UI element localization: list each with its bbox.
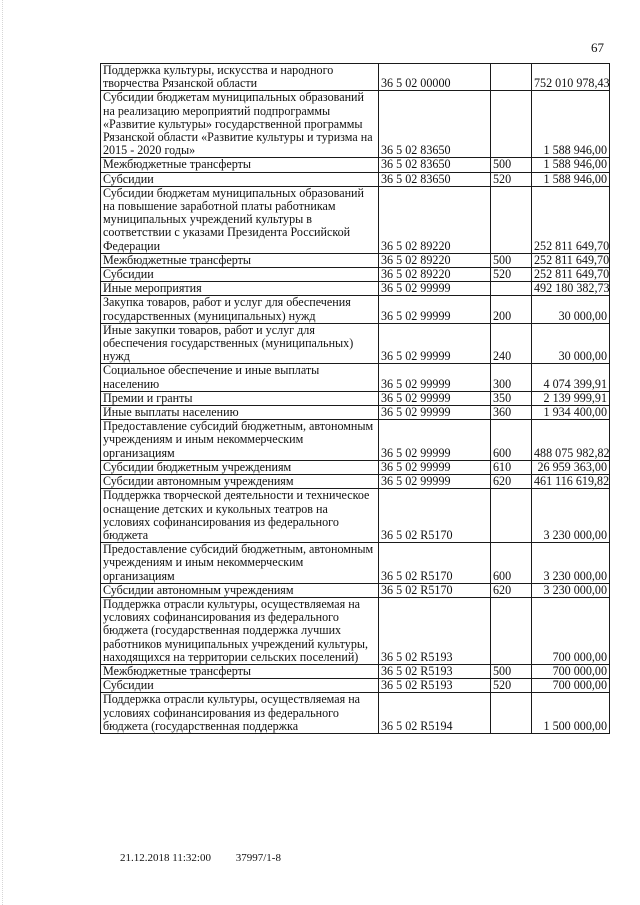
row-amount: 2 139 999,91 xyxy=(532,391,610,405)
row-code: 36 5 02 R5193 xyxy=(379,597,491,664)
table-row xyxy=(101,406,610,420)
row-code: 36 5 02 00000 xyxy=(379,64,491,91)
row-amount: 752 010 978,43 xyxy=(532,64,610,91)
footer xyxy=(120,852,303,864)
row-type xyxy=(491,91,532,158)
footer-doc-id: 37997/1-8 xyxy=(235,852,281,864)
table-row xyxy=(101,664,610,678)
row-type: 520 xyxy=(491,172,532,186)
row-type: 600 xyxy=(491,543,532,584)
row-amount: 26 959 363,00 xyxy=(532,460,610,474)
row-amount: 700 000,00 xyxy=(532,679,610,693)
table-row xyxy=(101,323,610,364)
row-amount: 1 588 946,00 xyxy=(532,91,610,158)
budget-table-body xyxy=(101,64,610,734)
row-name: Субсидии xyxy=(101,679,379,693)
row-code: 36 5 02 83650 xyxy=(379,91,491,158)
table-row xyxy=(101,460,610,474)
row-amount: 3 230 000,00 xyxy=(532,543,610,584)
row-code: 36 5 02 99999 xyxy=(379,420,491,461)
row-name: Субсидии xyxy=(101,268,379,282)
row-code: 36 5 02 R5193 xyxy=(379,664,491,678)
table-row xyxy=(101,391,610,405)
row-type: 500 xyxy=(491,253,532,267)
row-code: 36 5 02 99999 xyxy=(379,406,491,420)
row-amount: 4 074 399,91 xyxy=(532,364,610,391)
row-amount: 461 116 619,82 xyxy=(532,475,610,489)
row-name: Межбюджетные трансферты xyxy=(101,253,379,267)
row-amount: 700 000,00 xyxy=(532,664,610,678)
table-row xyxy=(101,693,610,734)
table-row xyxy=(101,489,610,543)
row-code: 36 5 02 83650 xyxy=(379,158,491,172)
row-code: 36 5 02 99999 xyxy=(379,475,491,489)
row-type xyxy=(491,282,532,296)
row-code: 36 5 02 89220 xyxy=(379,268,491,282)
row-name: Субсидии бюджетам муниципальных образований на повышение заработной платы работникам муниципальных учреждений культуры в соответствии с указами Президента Российской Федерации xyxy=(101,186,379,253)
row-code: 36 5 02 83650 xyxy=(379,172,491,186)
row-code: 36 5 02 R5170 xyxy=(379,489,491,543)
row-amount: 3 230 000,00 xyxy=(532,489,610,543)
row-code: 36 5 02 R5170 xyxy=(379,543,491,584)
row-name: Поддержка культуры, искусства и народного творчества Рязанской области xyxy=(101,64,379,91)
row-name: Субсидии бюджетным учреждениям xyxy=(101,460,379,474)
table-row xyxy=(101,158,610,172)
row-amount: 488 075 982,82 xyxy=(532,420,610,461)
table-row xyxy=(101,420,610,461)
row-name: Субсидии автономным учреждениям xyxy=(101,475,379,489)
row-amount: 1 588 946,00 xyxy=(532,172,610,186)
row-type: 360 xyxy=(491,406,532,420)
row-name: Поддержка отрасли культуры, осуществляемая на условиях софинансирования из федерального бюджета (государственная поддержка лучших работников муниципальных учреждений культуры, находящихся на территории сельских поселений) xyxy=(101,597,379,664)
page-number: 67 xyxy=(591,40,604,55)
table-row xyxy=(101,268,610,282)
row-type: 610 xyxy=(491,460,532,474)
row-type: 200 xyxy=(491,296,532,323)
row-type: 240 xyxy=(491,323,532,364)
row-code: 36 5 02 R5193 xyxy=(379,679,491,693)
row-type: 600 xyxy=(491,420,532,461)
row-code: 36 5 02 R5170 xyxy=(379,583,491,597)
row-type: 350 xyxy=(491,391,532,405)
row-name: Предоставление субсидий бюджетным, автономным учреждениям и иным некоммерческим организациям xyxy=(101,420,379,461)
row-name: Иные мероприятия xyxy=(101,282,379,296)
budget-table xyxy=(100,63,610,734)
table-row xyxy=(101,583,610,597)
table-row xyxy=(101,172,610,186)
table-row xyxy=(101,186,610,253)
row-name: Закупка товаров, работ и услуг для обеспечения государственных (муниципальных) нужд xyxy=(101,296,379,323)
row-name: Межбюджетные трансферты xyxy=(101,664,379,678)
table-row xyxy=(101,282,610,296)
row-amount: 30 000,00 xyxy=(532,323,610,364)
row-name: Поддержка творческой деятельности и техническое оснащение детских и кукольных театров на условиях софинансирования из федерального бюджета xyxy=(101,489,379,543)
row-name: Премии и гранты xyxy=(101,391,379,405)
row-amount: 700 000,00 xyxy=(532,597,610,664)
row-name: Предоставление субсидий бюджетным, автономным учреждениям и иным некоммерческим организациям xyxy=(101,543,379,584)
row-amount: 1 588 946,00 xyxy=(532,158,610,172)
row-type xyxy=(491,597,532,664)
row-code: 36 5 02 99999 xyxy=(379,391,491,405)
row-amount: 492 180 382,73 xyxy=(532,282,610,296)
table-row xyxy=(101,296,610,323)
row-amount: 1 934 400,00 xyxy=(532,406,610,420)
row-type xyxy=(491,186,532,253)
row-type: 500 xyxy=(491,158,532,172)
table-row xyxy=(101,597,610,664)
row-name: Иные выплаты населению xyxy=(101,406,379,420)
row-type: 620 xyxy=(491,475,532,489)
scan-edge xyxy=(2,0,7,905)
row-type: 300 xyxy=(491,364,532,391)
row-name: Иные закупки товаров, работ и услуг для обеспечения государственных (муниципальных) нужд xyxy=(101,323,379,364)
row-code: 36 5 02 89220 xyxy=(379,186,491,253)
table-row xyxy=(101,64,610,91)
table-row xyxy=(101,364,610,391)
row-name: Субсидии xyxy=(101,172,379,186)
row-code: 36 5 02 R5194 xyxy=(379,693,491,734)
row-amount: 1 500 000,00 xyxy=(532,693,610,734)
row-name: Социальное обеспечение и иные выплаты населению xyxy=(101,364,379,391)
row-name: Межбюджетные трансферты xyxy=(101,158,379,172)
footer-timestamp: 21.12.2018 11:32:00 xyxy=(120,852,211,864)
table-row xyxy=(101,91,610,158)
row-amount: 252 811 649,70 xyxy=(532,268,610,282)
table-row xyxy=(101,475,610,489)
row-code: 36 5 02 99999 xyxy=(379,282,491,296)
row-name: Поддержка отрасли культуры, осуществляемая на условиях софинансирования из федерального бюджета (государственная поддержка xyxy=(101,693,379,734)
row-type xyxy=(491,489,532,543)
row-amount: 252 811 649,70 xyxy=(532,186,610,253)
row-name: Субсидии автономным учреждениям xyxy=(101,583,379,597)
row-name: Субсидии бюджетам муниципальных образований на реализацию мероприятий подпрограммы «Развитие культуры» государственной программы Рязанской области «Развитие культуры и туризма на 2015 - 2020 годы» xyxy=(101,91,379,158)
row-type: 520 xyxy=(491,268,532,282)
row-code: 36 5 02 99999 xyxy=(379,296,491,323)
row-code: 36 5 02 99999 xyxy=(379,460,491,474)
row-amount: 252 811 649,70 xyxy=(532,253,610,267)
table-row xyxy=(101,253,610,267)
row-amount: 3 230 000,00 xyxy=(532,583,610,597)
row-type: 620 xyxy=(491,583,532,597)
row-amount: 30 000,00 xyxy=(532,296,610,323)
row-type: 520 xyxy=(491,679,532,693)
row-type xyxy=(491,64,532,91)
row-code: 36 5 02 99999 xyxy=(379,323,491,364)
table-row xyxy=(101,543,610,584)
row-type xyxy=(491,693,532,734)
table-row xyxy=(101,679,610,693)
row-code: 36 5 02 99999 xyxy=(379,364,491,391)
row-type: 500 xyxy=(491,664,532,678)
row-code: 36 5 02 89220 xyxy=(379,253,491,267)
